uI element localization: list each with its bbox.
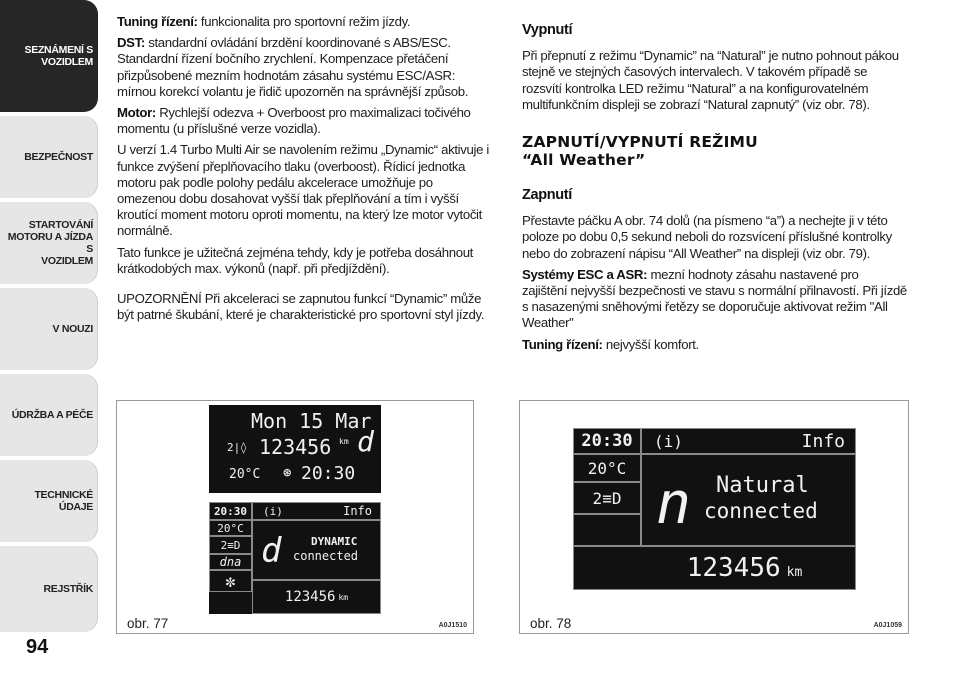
figure-77 (116, 400, 474, 634)
info-label: Info (801, 430, 845, 452)
temp-cell: 20°C (573, 454, 641, 482)
mode-letter: d (357, 425, 374, 458)
odometer-unit: km (338, 592, 349, 602)
gear-readout: 2 (220, 538, 228, 552)
paragraph-esc-asr: Systémy ESC a ASR: mezní hodnoty zásahu nastavené pro zajištění nejvyšší bezpečnosti ve stavu s normální přilnavostí. Při jízdě s nasazenými sněhovými řetězy se doporučuje aktivovat režim "All Weather" (522, 266, 907, 331)
empty-cell (573, 514, 641, 546)
odometer-readout: 123456 (284, 589, 336, 605)
dna-cell: dna (209, 554, 252, 570)
gear-cell (209, 536, 252, 554)
subheading-vypnuti: Vypnutí (522, 22, 573, 38)
snowflake-icon: ✼ (209, 570, 252, 592)
mode-status: connected (293, 549, 359, 563)
info-label: Info (343, 504, 372, 518)
info-icon: (i) (654, 431, 683, 451)
section-heading-line1: ZAPNUTÍ/VYPNUTÍ REŽIMU (522, 133, 758, 152)
clock-readout: 20:30 (301, 463, 356, 484)
right-text-column (522, 22, 907, 358)
figure-code: A0J1510 (438, 622, 467, 629)
info-cell (641, 428, 856, 454)
figure-caption: obr. 78 (530, 616, 572, 631)
paragraph-tuning: Tuning řízení: funkcionalita pro sportovní režim jízdy. (117, 14, 411, 29)
mode-letter: n (656, 469, 691, 537)
section-heading-all-weather (522, 133, 907, 169)
paragraph-turbo: U verzí 1.4 Turbo Multi Air se navolením režimu „Dynamic“ aktivuje i funkce zvýšení přeplňovacího tlaku (overboost). Řídicí jednotka motoru pak podle polohy pedálu akcelerace umožňuje po omezenou dobu dosahovat vyšší tlak přeplňování a tím i vyšší kroutící moment motoru oproti momentu, na který lze motor vytočit normálně. (117, 142, 489, 239)
tab-seznameni-s-vozidlem[interactable]: SEZNÁMENÍ S VOZIDLEM (0, 0, 98, 112)
subheading-zapnuti: Zapnutí (522, 187, 572, 204)
paragraph-dst: DST: standardní ovládání brzdění koordinované s ABS/ESC. Standardní řízení bočního zrychlení. Kompenzace přetáčení přizpůsobené mezním hodnotám zásahu systému ESC/ASR: mírnou korekcí volantu je řidič upozorněn na správnější způsob. (117, 35, 469, 99)
paragraph-zapnuti: Přestavte páčku A obr. 74 dolů (na písmeno “a”) a nechejte ji v této poloze po dobu 0,5 sekund neboli do rozsvícení příslušné kontrolky nebo do zobrazení nápisu “All Weather” na displeji (viz obr. 79). (522, 213, 892, 261)
natural-display (573, 428, 856, 590)
gear-readout: 2 (592, 488, 603, 508)
mode-name: Natural (716, 473, 809, 498)
tab-technicke-udaje[interactable]: TECHNICKÉ ÚDAJE (0, 460, 98, 542)
temp-cell: 20°C (209, 520, 252, 536)
mode-name: DYNAMIC (311, 535, 358, 548)
bottom-display (209, 502, 381, 614)
headlight-icon: ≡D (227, 538, 241, 552)
clock-cell: 20:30 (209, 502, 252, 520)
tab-udrzba-a-pece[interactable]: ÚDRŽBA A PÉČE (0, 374, 98, 456)
date-readout: Mon 15 Mar (251, 409, 372, 433)
tab-rejstrik[interactable]: REJSTŘÍK (0, 546, 98, 632)
mode-letter: d (261, 531, 282, 571)
paragraph-warning: UPOZORNĚNÍ Při akceleraci se zapnutou funkcí “Dynamic” může být patrné škubání, které je charakteristické pro sportovní styl jízdy. (117, 291, 485, 323)
odometer-unit: km (339, 437, 349, 446)
figure-code: A0J1059 (873, 622, 902, 629)
mode-status: connected (704, 499, 818, 523)
paragraph-tuning-comfort: Tuning řízení: nejvyšší komfort. (522, 336, 699, 352)
left-text-column (117, 14, 492, 328)
temperature-readout: 20°C (229, 467, 261, 482)
odometer-readout: 123456 (686, 553, 781, 583)
tab-startovani-motoru[interactable]: STARTOVÁNÍ MOTORU A JÍZDA S VOZIDLEM (0, 202, 98, 284)
info-cell (252, 502, 381, 520)
gear-icon-small: 2|◊ (227, 441, 247, 454)
tab-v-nouzi[interactable]: V NOUZI (0, 288, 98, 370)
chapter-sidebar (0, 0, 102, 686)
tab-bezpecnost[interactable]: BEZPEČNOST (0, 116, 98, 198)
odometer-cell (252, 580, 381, 614)
gear-cell (573, 482, 641, 514)
paragraph-vypnuti: Při přepnutí z režimu “Dynamic” na “Natural” je nutno pohnout pákou stejně ve stejných časových intervalech. V takovém případě se rozsvítí kontrolka LED režimu “Natural” a na konfigurovatelném multifunkčním displeji se zobrazí “Natural zapnutý” (viz obr. 78). (522, 48, 899, 112)
page-number: 94 (26, 636, 49, 658)
odometer-cell (573, 546, 856, 590)
paragraph-useful: Tato funkce je užitečná zejména tehdy, kdy je potřeba dosáhnout krátkodobých max. výkonů (např. při předjíždění). (117, 244, 473, 276)
clock-icon: ⊛ (283, 465, 292, 481)
headlight-icon: ≡D (602, 488, 622, 508)
figure-caption: obr. 77 (127, 616, 169, 631)
figure-78 (519, 400, 909, 634)
odometer-unit: km (786, 564, 803, 580)
clock-cell: 20:30 (573, 428, 641, 454)
odometer-readout: 123456 (259, 435, 332, 459)
mode-cell (252, 520, 381, 580)
section-heading-line2: “All Weather” (522, 151, 646, 170)
paragraph-motor: Motor: Rychlejší odezva + Overboost pro maximalizaci točivého momentu (u příslušné verze vozidla). (117, 105, 471, 137)
mode-cell (641, 454, 856, 546)
info-icon: (i) (263, 504, 283, 518)
top-display (209, 405, 381, 493)
